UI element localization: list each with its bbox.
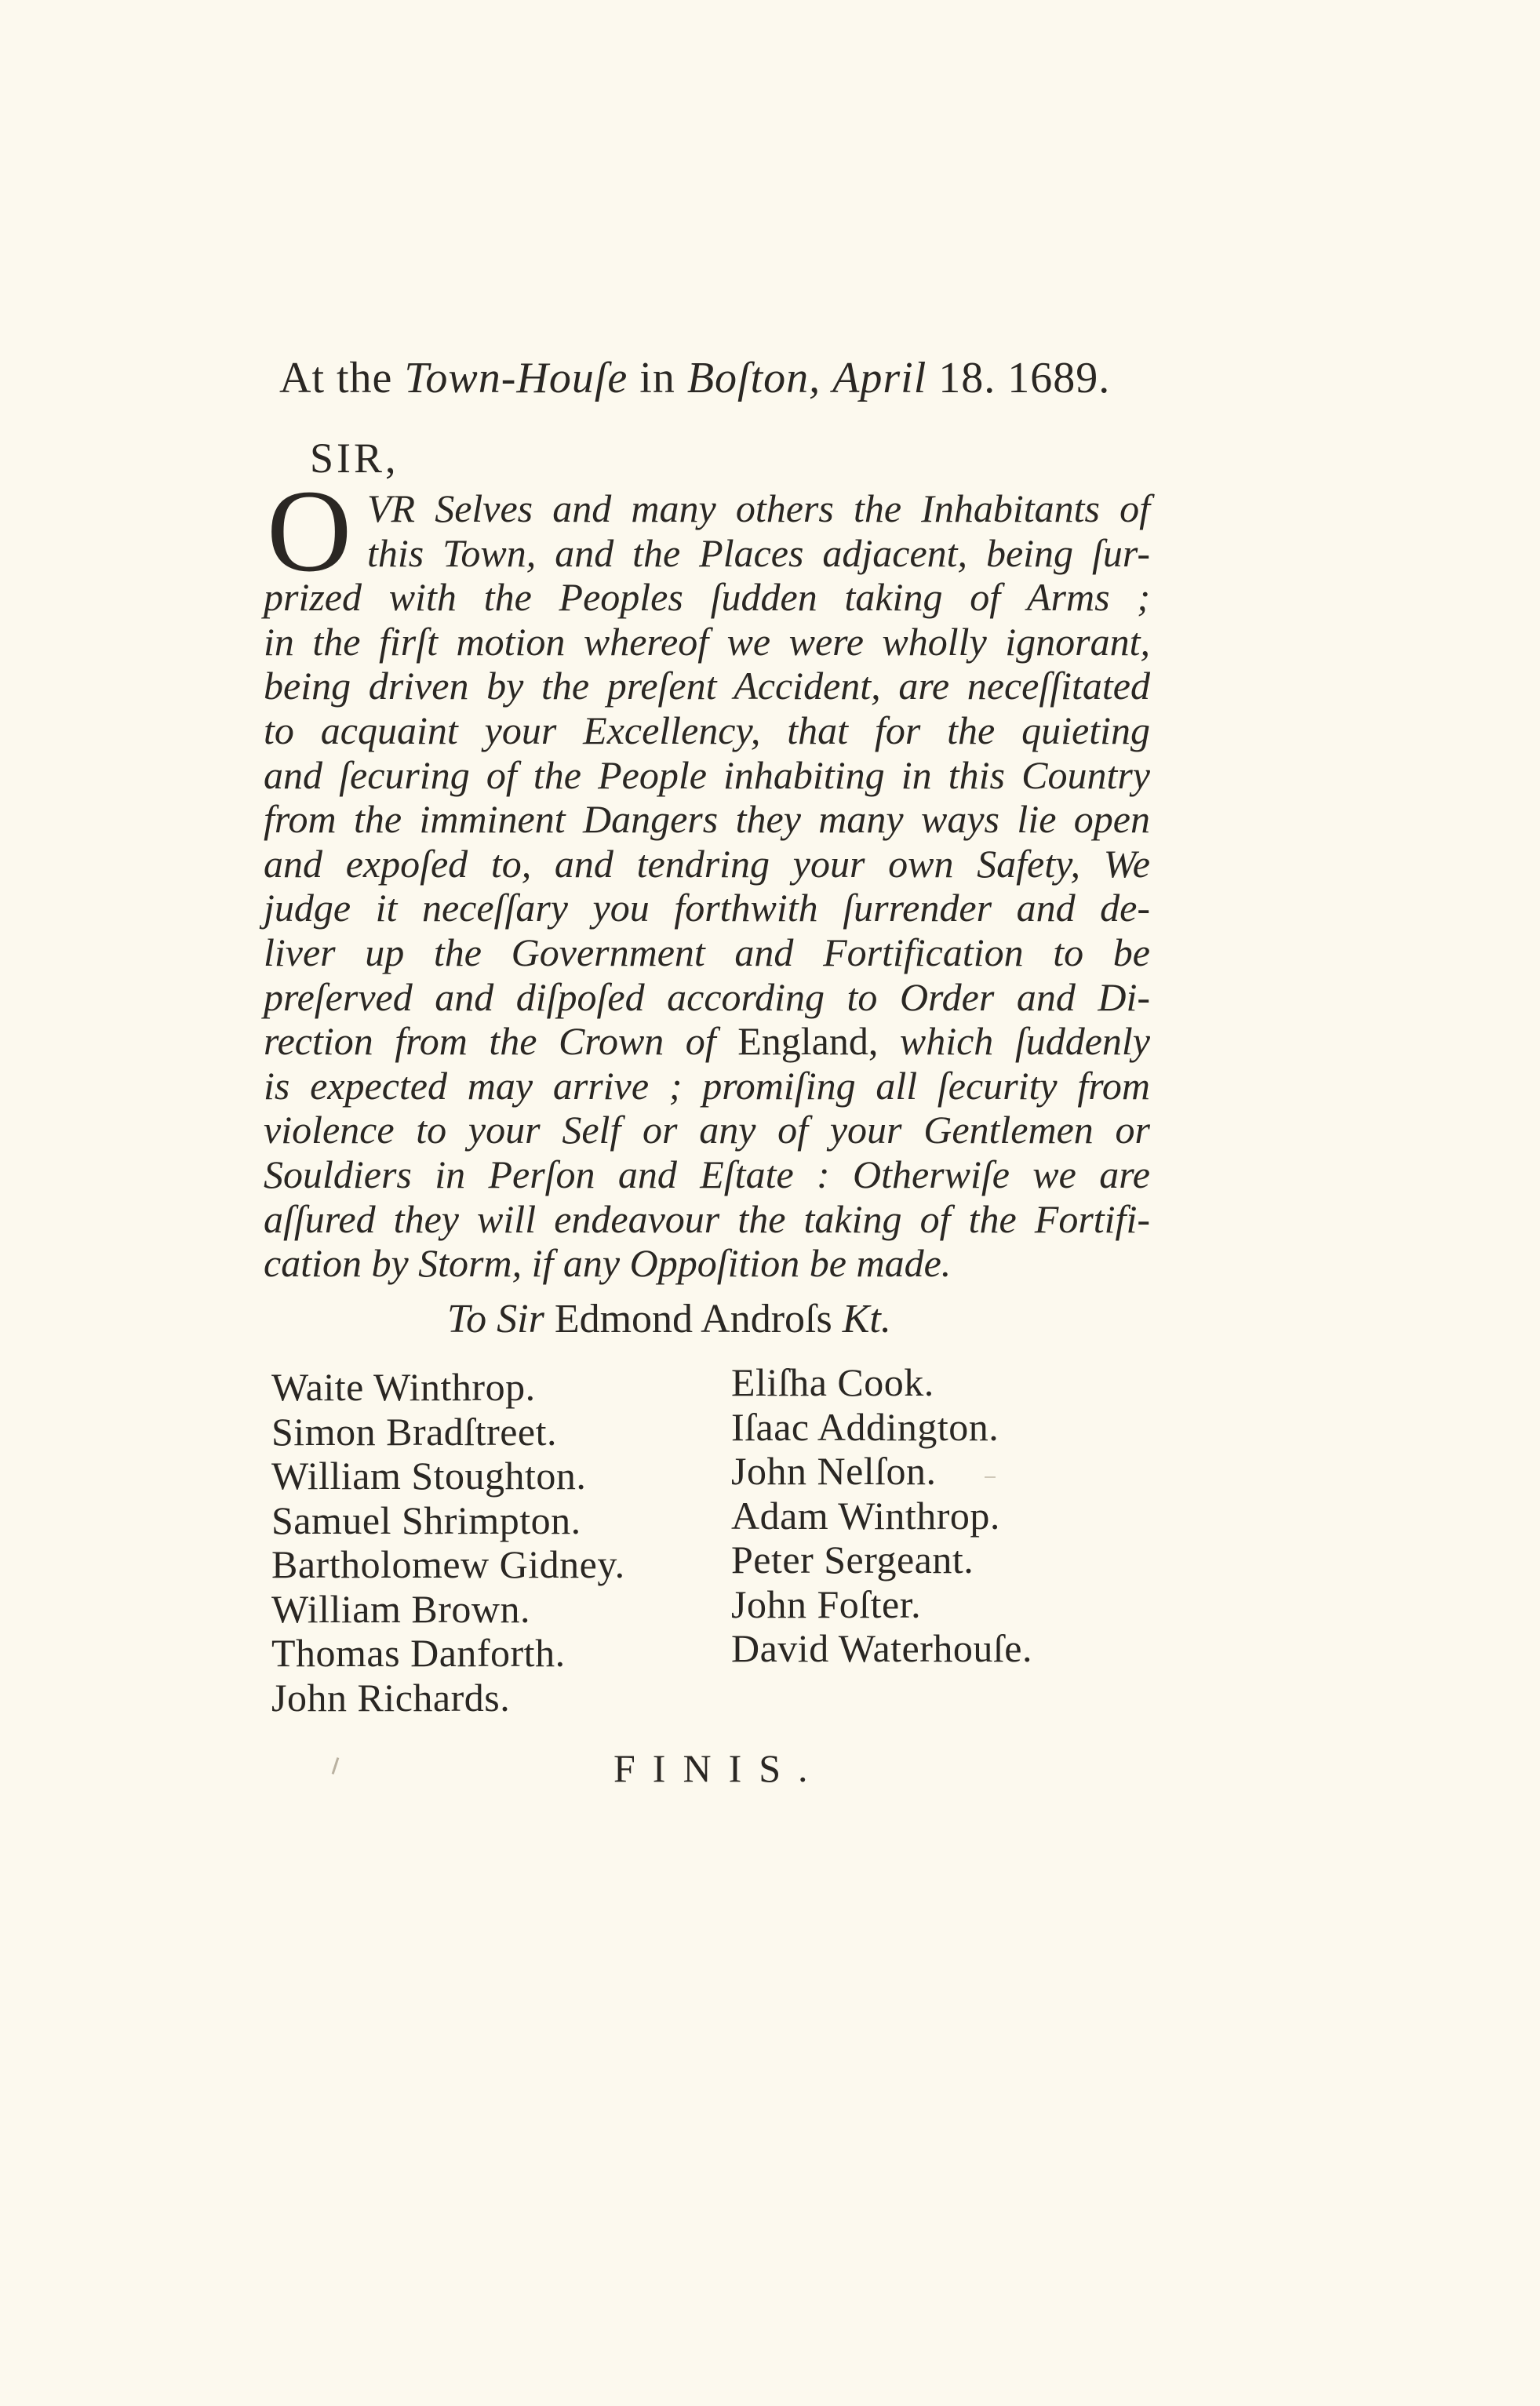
signatory-name: John Richards. (271, 1675, 511, 1720)
addressee (447, 1294, 891, 1345)
body-line-part: which ſuddenly (878, 1019, 1150, 1064)
addressee-name: Edmond Androſs (544, 1297, 843, 1341)
body-line: and ſecuring of the People inhabiting in this Country (264, 752, 1150, 797)
body-line: aſſured they will endeavour the taking of the Fortifi- (264, 1196, 1150, 1241)
signatory-name: Thomas Danforth. (271, 1631, 566, 1675)
ink-smudge (332, 1757, 340, 1774)
body-line: violence to your Self or any of your Gentlemen or (264, 1108, 1150, 1152)
body-line: this Town, and the Places adjacent, being ſur- (367, 530, 1150, 575)
signatory-name: Adam Winthrop. (731, 1493, 1000, 1538)
signatory-name: William Stoughton. (271, 1454, 587, 1498)
signatory-name: Iſaac Addington. (731, 1404, 999, 1449)
addressee-title: Kt. (842, 1297, 891, 1341)
signatory-name: Simon Bradſtreet. (271, 1409, 557, 1454)
body-line: is expected may arrive ; promiſing all ſecurity from (264, 1063, 1150, 1108)
heading-city: Boſton, (686, 354, 821, 402)
signatory-name: Samuel Shrimpton. (271, 1498, 581, 1542)
body-line: to acquaint your Excellency, that for the quieting (264, 708, 1150, 752)
body-line: VR Selves and many others the Inhabitants of (367, 486, 1150, 530)
body-line: in the firſt motion whereof we were wholly ignorant, (264, 619, 1150, 664)
signatory-name: John Nelſon. (731, 1449, 937, 1493)
body-line: prized with the Peoples ſudden taking of Arms ; (264, 575, 1150, 620)
signatory-name: Peter Sergeant. (731, 1538, 974, 1582)
finis-label: FINIS. (613, 1746, 825, 1790)
signatory-name: Bartholomew Gidney. (271, 1542, 625, 1586)
addressee-to: To Sir (447, 1297, 544, 1341)
signatory-name: David Waterhouſe. (731, 1626, 1032, 1670)
heading-month: April (832, 354, 927, 402)
signatory-name: Waite Winthrop. (271, 1365, 536, 1409)
drop-cap: O (267, 466, 352, 596)
signatory-name: John Foſter. (731, 1582, 922, 1626)
body-line: judge it neceſſary you forthwith ſurrender and de- (264, 886, 1150, 930)
signatory-name: William Brown. (271, 1586, 530, 1631)
body-line: from the imminent Dangers they many ways lie open (264, 797, 1150, 842)
signatory-name: Eliſha Cook. (731, 1360, 934, 1404)
body-line: and expoſed to, and tendring your own Safety, We (264, 841, 1150, 886)
salutation: SIR, (310, 435, 399, 482)
heading-mid: in (628, 354, 687, 402)
body-line: Souldiers in Perſon and Eſtate : Otherwiſe we are (264, 1152, 1150, 1196)
body-line: being driven by the preſent Accident, are neceſſitated (264, 664, 1150, 708)
body-line: cation by Storm, if any Oppoſition be made. (264, 1241, 952, 1286)
body-line: liver up the Government and Fortification to be (264, 930, 1150, 974)
body-line: preſerved and diſpoſed according to Order and Di- (264, 974, 1150, 1019)
paper-mark (985, 1476, 996, 1478)
letter-body (264, 486, 1150, 1286)
heading-gap (821, 354, 832, 402)
heading-date: 18. 1689. (927, 354, 1111, 402)
document-heading (279, 350, 1166, 406)
body-line-part: rection from the Crown of (264, 1019, 738, 1064)
signatories-right-column (731, 1360, 1032, 1671)
body-line-england: England, (737, 1019, 879, 1064)
signatories-left-column (271, 1365, 625, 1720)
heading-place: Town-Houſe (404, 354, 628, 402)
body-line (264, 1019, 1150, 1064)
heading-prefix: At the (279, 354, 405, 402)
